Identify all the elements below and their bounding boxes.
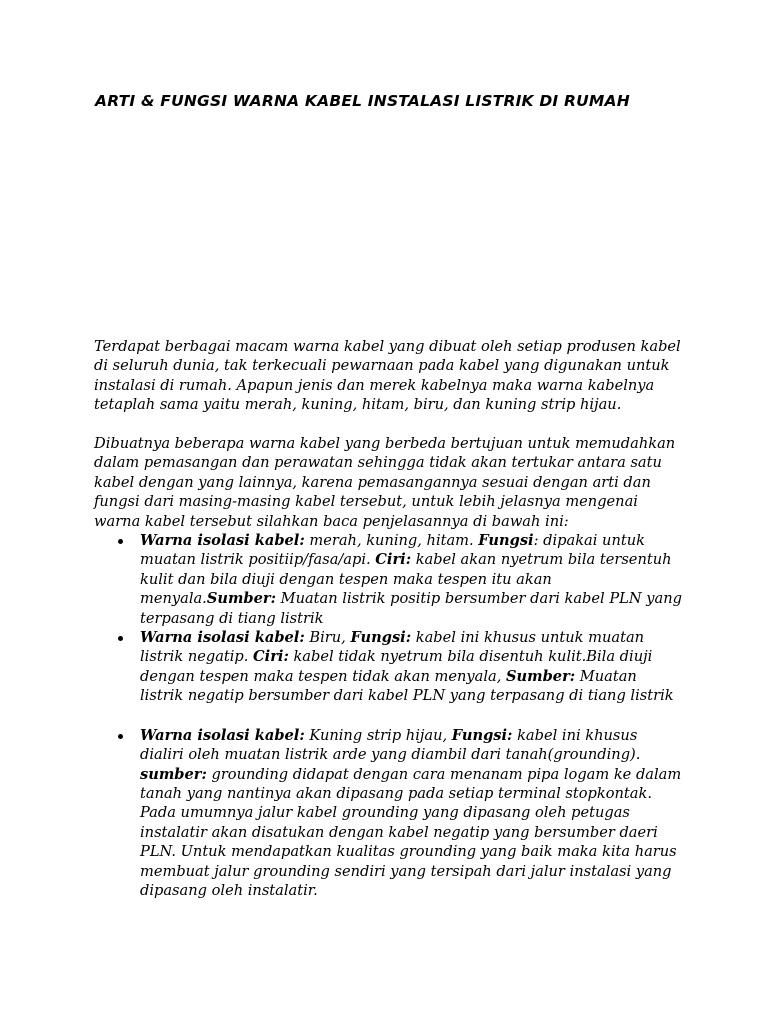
fungsi-text: kabel ini khusus untuk muatan listrik negatip. — [140, 629, 645, 666]
ciri-text: kabel tidak nyetrum bila disentuh kulit.Bila diuji dengan tespen maka tespen tidak akan menyala, — [140, 648, 653, 685]
sumber-label: sumber: — [140, 765, 207, 783]
sumber-text: grounding didapat dengan cara menanam pipa logam ke dalam tanah yang nantinya akan dipasang pada setiap terminal stopkontak. Pada umumnya jalur kabel grounding yang dipasang oleh petugas instalatir akan disatukan dengan kabel negatip yang bersumber daeri PLN. Untuk mendapatkan kualitas grounding yang baik maka kita harus membuat jalur grounding sendiri yang tersipah dari jalur instalasi yang dipasang oleh instalatir. — [140, 765, 682, 899]
fungsi-text: : dipakai untuk muatan listrik positiip/fasa/api. — [140, 532, 645, 569]
ciri-label: Ciri: — [253, 648, 289, 666]
isolasi-text: Biru, — [304, 629, 351, 647]
page-title: ARTI & FUNGSI WARNA KABEL INSTALASI LISTRIK DI RUMAH — [95, 92, 630, 110]
intro-paragraph: Terdapat berbagai macam warna kabel yang dibuat oleh setiap produsen kabel di seluruh dunia, tak terkecuali pewarnaan pada kabel yang digunakan untuk instalasi di rumah. Apapun jenis dan merek kabelnya maka warna kabelnya tetaplah sama yaitu merah, kuning, hitam, biru, dan kuning strip hijau. — [94, 338, 681, 414]
purpose-paragraph: Dibuatnya beberapa warna kabel yang berbeda bertujuan untuk memudahkan dalam pemasangan dan perawatan sehingga tidak akan tertukar antara satu kabel dengan yang lainnya, karena pemasangannya sesuai dengan arti dan fungsi dari masing-masing kabel tersebut, untuk lebih jelasnya mengenai warna kabel tersebut silahkan baca penjelasannya di bawah ini: — [94, 435, 676, 530]
isolasi-text: merah, kuning, hitam. — [304, 532, 479, 550]
fungsi-label: Fungsi: — [451, 726, 513, 744]
list-item-blue — [140, 628, 684, 706]
list-item-red-yellow-black — [140, 531, 684, 628]
isolasi-label: Warna isolasi kabel: — [140, 726, 305, 744]
list-item-yellow-green — [140, 726, 684, 901]
fungsi-text: kabel ini khusus dialiri oleh muatan listrik arde yang diambil dari tanah(grounding). — [140, 726, 641, 764]
sumber-label: Sumber: — [206, 590, 276, 608]
sumber-text: Muatan listrik negatip bersumber dari kabel PLN yang terpasang di tiang listrik — [140, 667, 674, 705]
cable-color-list — [94, 531, 684, 900]
isolasi-text: Kuning strip hijau, — [304, 726, 452, 744]
fungsi-label: Fungsi — [478, 532, 534, 550]
document-body — [94, 337, 684, 900]
sumber-label: Sumber: — [506, 667, 576, 685]
fungsi-label: Fungsi: — [350, 629, 412, 647]
ciri-label: Ciri: — [375, 551, 412, 569]
bullet-icon — [118, 539, 123, 544]
isolasi-label: Warna isolasi kabel: — [140, 532, 305, 550]
bullet-icon — [118, 636, 123, 641]
isolasi-label: Warna isolasi kabel: — [140, 629, 305, 647]
sumber-text: Muatan listrik positip bersumber dari kabel PLN yang terpasang di tiang listrik — [140, 590, 682, 627]
bullet-icon — [118, 734, 123, 739]
ciri-text: kabel akan nyetrum bila tersentuh kulit dan bila diuji dengan tespen maka tespen itu akan menyala. — [140, 551, 672, 608]
